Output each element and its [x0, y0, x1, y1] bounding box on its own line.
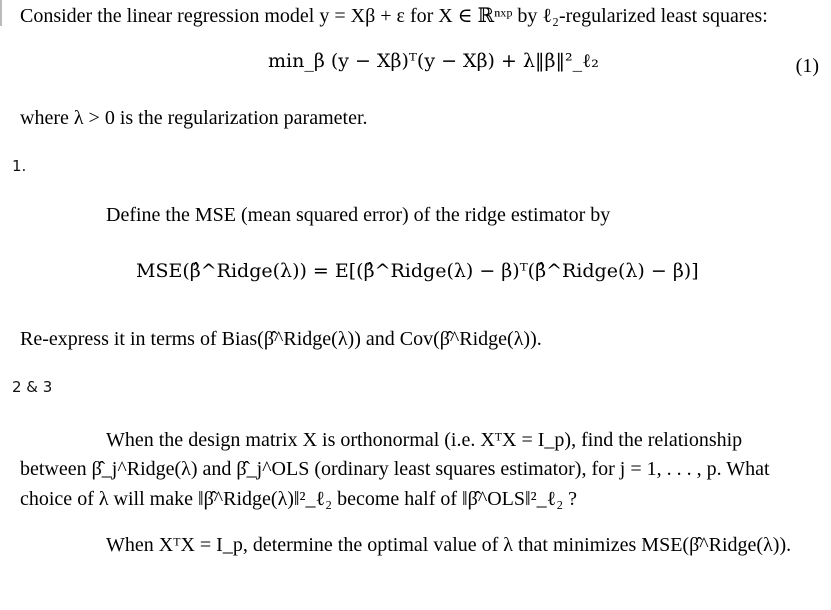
- part-1-label: [12, 157, 26, 175]
- q2-line-2-text: between β̂_j^Ridge(λ) and β̂_j^OLS (ordinary least squares estimator), for j = 1, . . . , p. What: [20, 458, 770, 480]
- equation-number: [796, 54, 819, 79]
- q2-line-3: [20, 487, 577, 512]
- lambda-note: [20, 106, 368, 131]
- q2-line-3-text: choice of λ will make ‖β̂^Ridge(λ)‖²_ℓ₂ become half of ‖β̂^OLS‖²_ℓ₂ ?: [20, 488, 578, 510]
- part-23-label-text: 2 & 3: [12, 378, 53, 396]
- eq-number-1: (1): [795, 55, 819, 77]
- part-1-label-text: 1.: [12, 157, 27, 175]
- q3-text: When XᵀX = I_p, determine the optimal value of λ that minimizes MSE(β̂^Ridge(λ)).: [106, 534, 792, 556]
- part-23-label: [12, 378, 52, 396]
- reexpress-text: [20, 327, 542, 352]
- intro-text: [20, 4, 768, 29]
- reexpress-line: Re-express it in terms of Bias(β̂^Ridge(λ)) and Cov(β̂^Ridge(λ)).: [20, 328, 542, 350]
- q2-line-1: [106, 428, 742, 453]
- left-margin-marker: [0, 0, 8, 26]
- lambda-note-text: where λ > 0 is the regularization parameter.: [20, 107, 368, 129]
- define-mse-line: Define the MSE (mean squared error) of the ridge estimator by: [106, 204, 611, 226]
- mse-definition-text: [106, 203, 610, 228]
- q2-line-1-text: When the design matrix X is orthonormal (i.e. XᵀX = I_p), find the relationship: [106, 429, 743, 451]
- objective-equation: [268, 50, 599, 74]
- mse-formula: MSE(β̂^Ridge(λ)) = E[(β̂^Ridge(λ) − β)ᵀ(β̂^Ridge(λ) − β)]: [136, 260, 699, 282]
- q2-line-2: [20, 457, 770, 482]
- q3-line: [106, 533, 791, 558]
- mse-equation: [136, 260, 699, 284]
- intro-line: Consider the linear regression model y = Xβ + ε for X ∈ ℝⁿˣᵖ by ℓ₂-regularized least squares:: [20, 5, 768, 27]
- objective-formula: min_β (y − Xβ)ᵀ(y − Xβ) + λ‖β‖²_ℓ₂: [268, 50, 599, 72]
